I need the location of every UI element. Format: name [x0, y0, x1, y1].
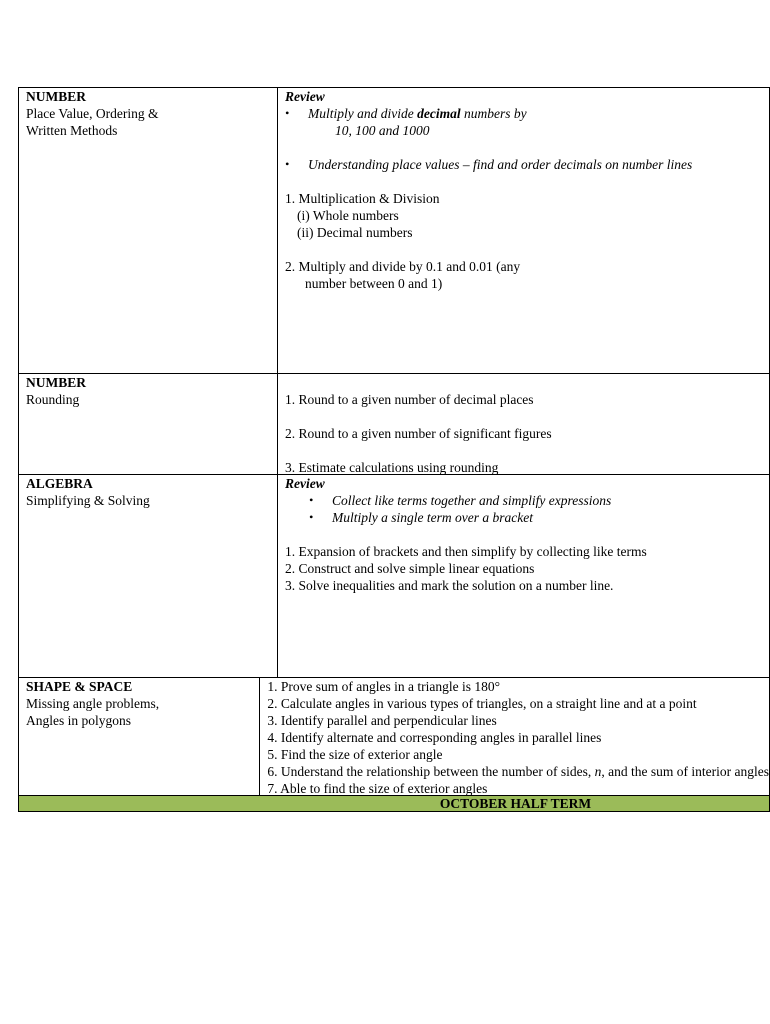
review-bullet-continuation: 10, 100 and 1000: [335, 123, 430, 138]
bullet-icon: •: [285, 157, 290, 171]
objective-item: 3. Estimate calculations using rounding: [285, 460, 499, 475]
objective-item: 7. Able to find the size of exterior angles: [267, 781, 488, 796]
objective-item: 2. Construct and solve simple linear equations: [285, 561, 535, 576]
objective-item: 4. Identify alternate and corresponding angles in parallel lines: [267, 730, 602, 745]
topic-subtitle: Missing angle problems,: [26, 696, 160, 711]
topic-subtitle: Place Value, Ordering &: [26, 106, 159, 121]
topic-subtitle: Angles in polygons: [26, 713, 132, 728]
objective-item: 2. Calculate angles in various types of triangles, on a straight line and at a point: [267, 696, 697, 711]
topic-cell: [19, 678, 260, 795]
objective-item: 6. Understand the relationship between the number of sides, n, and the sum of interior angles: [267, 764, 769, 779]
topic-subtitle: Rounding: [26, 392, 80, 407]
topic-cell: [19, 374, 278, 474]
topic-cell: [19, 475, 278, 677]
table-row-number-place-value: [18, 87, 770, 374]
topic-heading: NUMBER: [26, 89, 86, 104]
review-bullet: • Collect like terms together and simplify expressions: [309, 493, 612, 508]
topic-cell: [19, 88, 278, 373]
objective-item: 1. Prove sum of angles in a triangle is 180°: [267, 679, 500, 694]
objective-item: 2. Multiply and divide by 0.1 and 0.01 (any: [285, 259, 521, 274]
content-cell: [260, 678, 769, 795]
table-row-shape-space: [18, 678, 770, 796]
bullet-icon: •: [309, 510, 314, 524]
objective-item: 1. Multiplication & Division: [285, 191, 440, 206]
bullet-icon: •: [309, 493, 314, 507]
review-bullet: • Multiply and divide decimal numbers by: [285, 106, 527, 121]
objective-item: 3. Identify parallel and perpendicular lines: [267, 713, 497, 728]
objective-item: 3. Solve inequalities and mark the solution on a number line.: [285, 578, 614, 593]
topic-subtitle: Written Methods: [26, 123, 118, 138]
objective-subitem: (i) Whole numbers: [297, 208, 399, 223]
scheme-of-work-table: [18, 87, 770, 812]
review-label: Review: [285, 476, 325, 491]
objective-item: 1. Expansion of brackets and then simplify by collecting like terms: [285, 544, 647, 559]
content-cell: [278, 374, 769, 474]
review-bullet: • Understanding place values – find and order decimals on number lines: [285, 157, 693, 172]
review-bullet: • Multiply a single term over a bracket: [309, 510, 533, 525]
objective-subitem: (ii) Decimal numbers: [297, 225, 413, 240]
bullet-icon: •: [285, 106, 290, 120]
content-cell: [278, 88, 769, 373]
half-term-banner: OCTOBER HALF TERM: [18, 796, 770, 812]
objective-item: 1. Round to a given number of decimal places: [285, 392, 534, 407]
objective-item-continuation: number between 0 and 1): [305, 276, 443, 291]
content-cell: [278, 475, 769, 677]
topic-heading: SHAPE & SPACE: [26, 679, 133, 694]
topic-heading: ALGEBRA: [26, 476, 93, 491]
objective-item: 5. Find the size of exterior angle: [267, 747, 443, 762]
table-row-algebra: [18, 475, 770, 678]
objective-item: 2. Round to a given number of significant figures: [285, 426, 552, 441]
review-label: Review: [285, 89, 325, 104]
topic-subtitle: Simplifying & Solving: [26, 493, 150, 508]
table-row-number-rounding: [18, 374, 770, 475]
topic-heading: NUMBER: [26, 375, 86, 390]
